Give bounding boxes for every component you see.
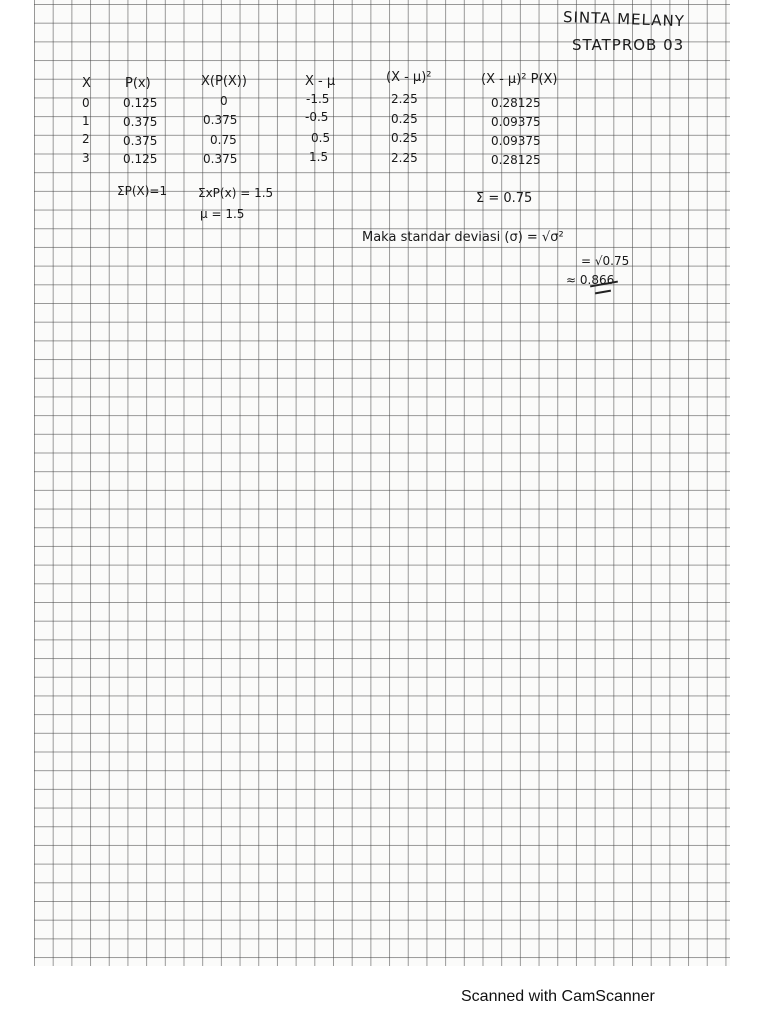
column-header-px: P(x) [125,76,151,91]
sum-of-expected-values: ΣxP(x) = 1.5 [198,186,274,200]
table-cell: 2.25 [391,151,418,165]
sum-of-probabilities: ΣP(X)=1 [117,184,168,198]
table-cell: 3 [82,151,90,165]
column-header-x-minus-mu: X - μ [305,74,336,89]
table-cell: 0 [82,96,90,110]
table-cell: 0.375 [203,113,238,127]
camscanner-watermark: Scanned with CamScanner [461,988,655,1005]
table-cell: 0.75 [210,133,237,147]
table-cell: -0.5 [305,110,329,124]
table-cell: 0 [220,94,228,108]
column-header-weighted-squared: (X - μ)² P(X) [481,72,558,87]
table-cell: 2 [82,132,90,146]
table-cell: 0.375 [203,152,238,166]
table-cell: 2.25 [391,92,418,106]
conclusion-line-2: = √0.75 [581,254,630,268]
conclusion-line-1: Maka standar deviasi (σ) = √σ² [362,230,564,245]
conclusion-line-3: ≈ 0.866 [566,273,615,287]
table-cell: 0.125 [123,96,158,110]
column-header-xpx: X(P(X)) [201,74,247,89]
table-cell: 0.25 [391,131,418,145]
column-header-x: X [82,76,91,91]
table-cell: 0.5 [311,131,331,145]
table-cell: -1.5 [306,92,330,106]
student-name: SINTA MELANY [562,8,686,31]
table-cell: 0.25 [391,112,418,126]
variance-total: Σ = 0.75 [476,191,533,206]
column-header-squared-deviation: (X - μ)² [386,70,432,85]
table-cell: 0.09375 [491,115,541,129]
table-cell: 0.375 [123,134,158,148]
table-cell: 0.09375 [491,134,541,148]
table-cell: 0.28125 [491,96,541,110]
table-cell: 1 [82,114,90,128]
mean-value: μ = 1.5 [200,207,245,221]
table-cell: 0.375 [123,115,158,129]
course-code: STATPROB 03 [572,36,685,54]
table-cell: 0.125 [123,152,158,166]
table-cell: 1.5 [309,150,329,164]
table-cell: 0.28125 [491,153,541,167]
